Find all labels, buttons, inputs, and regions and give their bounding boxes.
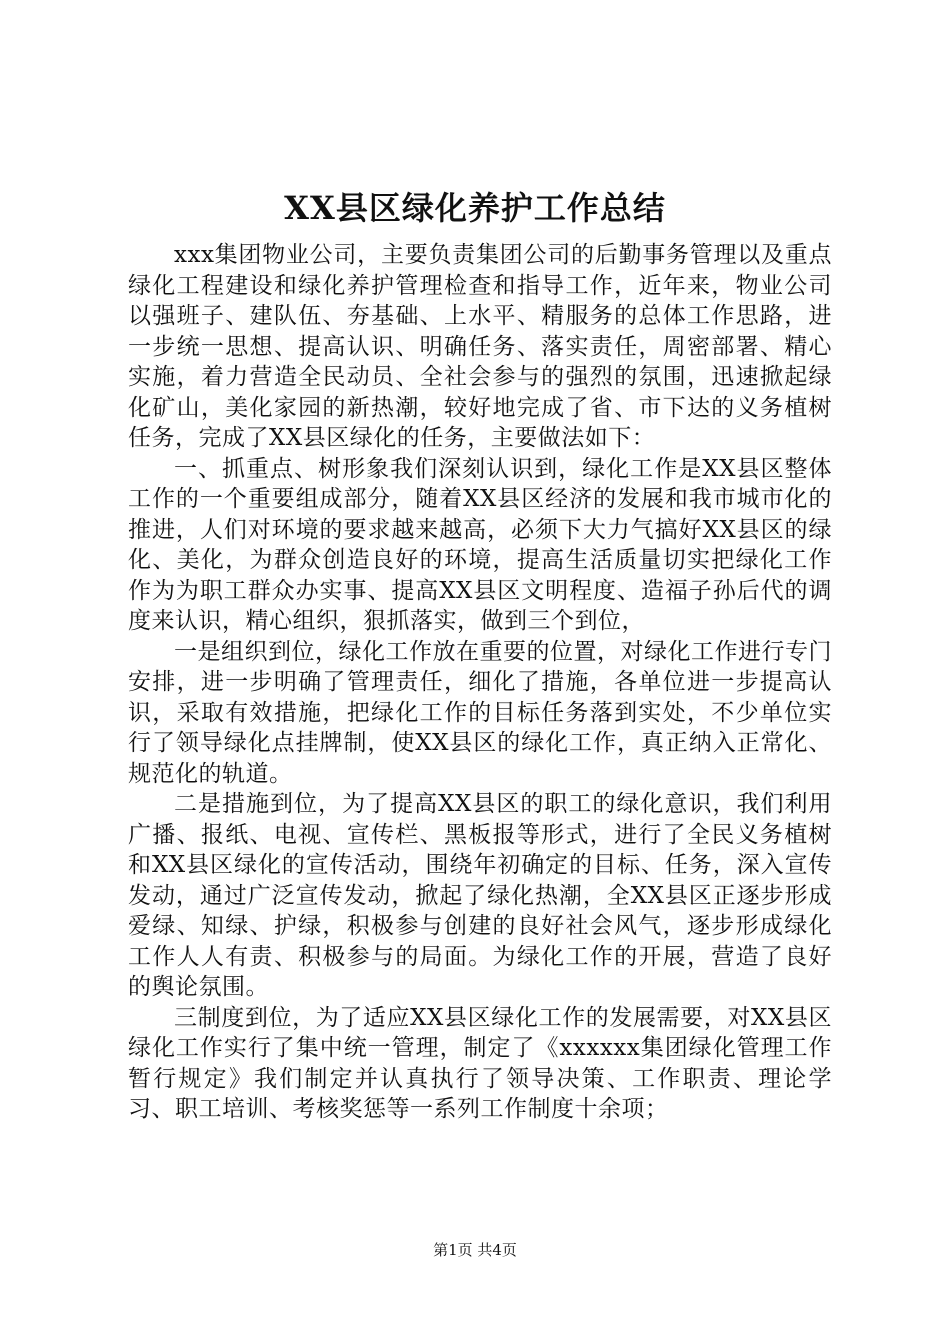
paragraph-system: 三制度到位，为了适应XX县区绿化工作的发展需要，对XX县区绿化工作实行了集中统一管理，制定了《xxxxxx集团绿化管理工作暂行规定》我们制定并认真执行了领导决策、工作职责、理论学习、职工培训、考核奖惩等一系列工作制度十余项； [128,1004,832,1122]
paragraph-organization: 一是组织到位，绿化工作放在重要的位置，对绿化工作进行专门安排，进一步明确了管理责任，细化了措施，各单位进一步提高认识，采取有效措施，把绿化工作的目标任务落到实处，不少单位实行了领导绿化点挂牌制，使XX县区的绿化工作，真正纳入正常化、规范化的轨道。 [128,638,832,787]
document-body [128,240,832,1125]
document-title: XX县区绿化养护工作总结 [284,189,666,227]
page-number: 第1页 共4页 [433,1241,517,1259]
paragraph-intro: xxx集团物业公司，主要负责集团公司的后勤事务管理以及重点绿化工程建设和绿化养护管理检查和指导工作，近年来，物业公司以强班子、建队伍、夯基础、上水平、精服务的总体工作思路，进一步统一思想、提高认识、明确任务、落实责任，周密部署、精心实施，着力营造全民动员、全社会参与的强烈的氛围，迅速掀起绿化矿山，美化家园的新热潮，较好地完成了省、市下达的义务植树任务，完成了XX县区绿化的任务，主要做法如下： [128,242,832,451]
paragraph-section-one: 一、抓重点、树形象我们深刻认识到，绿化工作是XX县区整体工作的一个重要组成部分，随着XX县区经济的发展和我市城市化的推进，人们对环境的要求越来越高，必须下大力气搞好XX县区的绿化、美化，为群众创造良好的环境，提高生活质量切实把绿化工作作为为职工群众办实事、提高XX县区文明程度、造福子孙后代的调度来认识，精心组织，狠抓落实，做到三个到位， [128,455,832,634]
paragraph-measures: 二是措施到位，为了提高XX县区的职工的绿化意识，我们利用广播、报纸、电视、宣传栏、黑板报等形式，进行了全民义务植树和XX县区绿化的宣传活动，围绕年初确定的目标、任务，深入宣传发动，通过广泛宣传发动，掀起了绿化热潮，全XX县区正逐步形成爱绿、知绿、护绿，积极参与创建的良好社会风气，逐步形成绿化工作人人有责、积极参与的局面。为绿化工作的开展，营造了良好的舆论氛围。 [128,791,832,1000]
